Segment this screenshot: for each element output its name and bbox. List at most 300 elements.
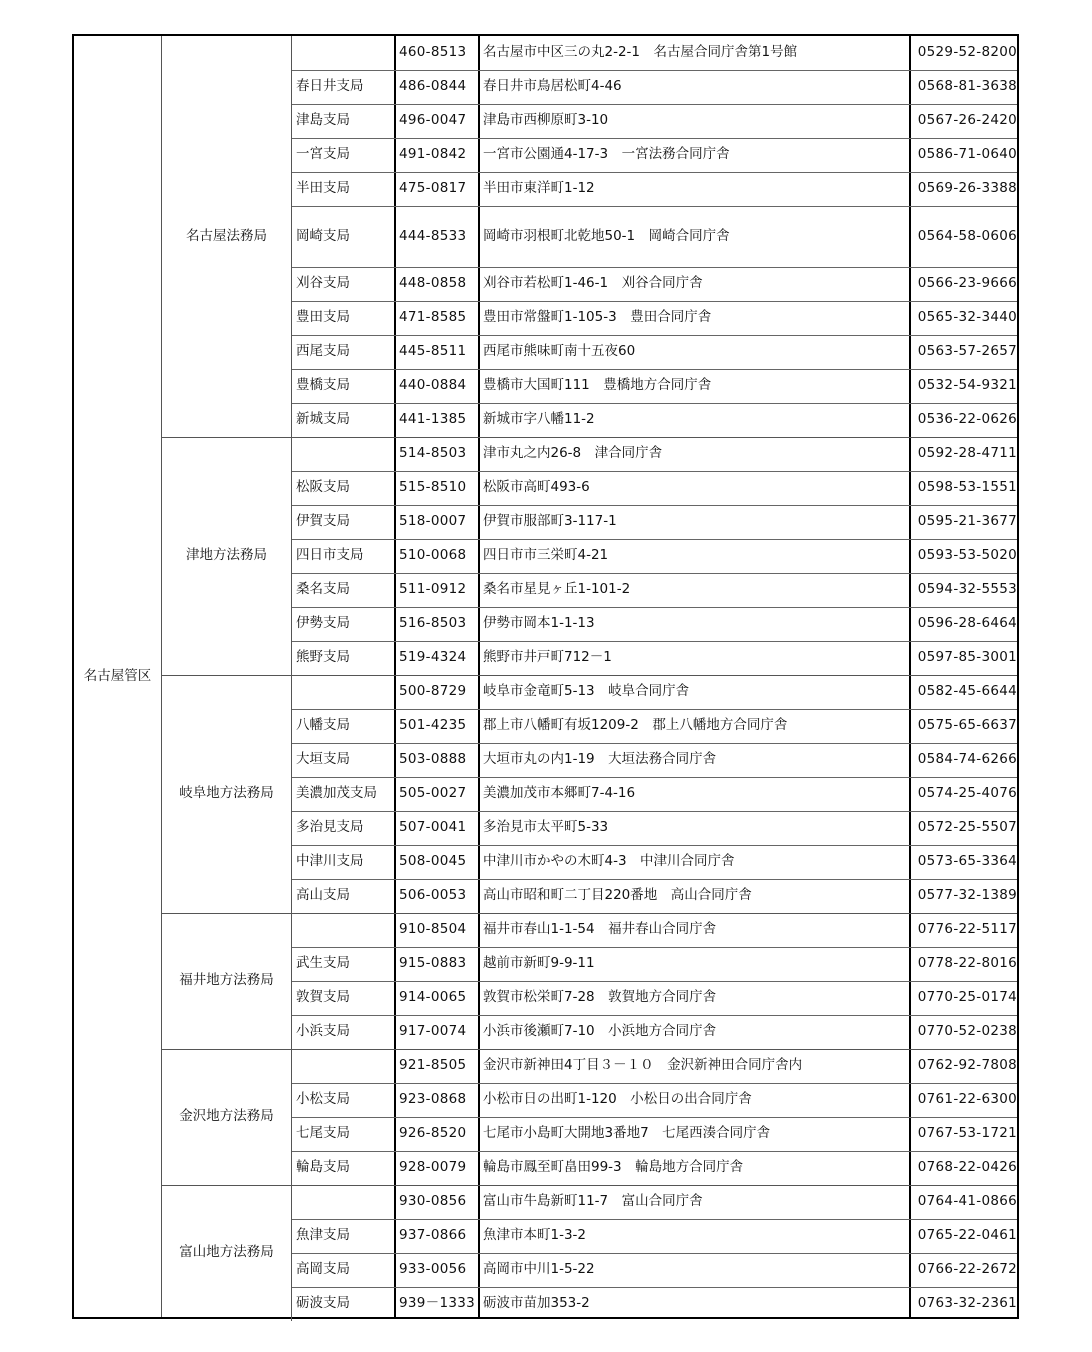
bureau-name: 津地方法務局 bbox=[186, 547, 267, 564]
postal-code-cell bbox=[396, 1117, 478, 1151]
bureau-name: 岐阜地方法務局 bbox=[179, 785, 274, 802]
address: 小松市日の出町1-120 小松日の出合同庁舎 bbox=[483, 1091, 752, 1108]
postal-code-cell bbox=[396, 36, 478, 70]
phone-number-cell bbox=[911, 1253, 1019, 1287]
address-cell bbox=[480, 879, 909, 913]
branch-name: 岡崎支局 bbox=[296, 227, 350, 244]
address: 高山市昭和町二丁目220番地 高山合同庁舎 bbox=[483, 887, 752, 904]
phone-number: 0563-57-2657 bbox=[917, 343, 1017, 360]
address-cell bbox=[480, 743, 909, 777]
phone-number: 0536-22-0626 bbox=[917, 411, 1017, 428]
branch-name-cell bbox=[292, 267, 394, 301]
postal-code: 507-0041 bbox=[399, 819, 467, 836]
branch-name-cell bbox=[292, 471, 394, 505]
branch-name-cell bbox=[292, 947, 394, 981]
phone-number: 0595-21-3677 bbox=[917, 513, 1017, 530]
branch-name: 伊賀支局 bbox=[296, 513, 350, 530]
branch-name-cell bbox=[292, 743, 394, 777]
phone-number: 0569-26-3388 bbox=[917, 180, 1017, 197]
postal-code-cell bbox=[396, 1015, 478, 1049]
bureau-name: 富山地方法務局 bbox=[179, 1244, 274, 1261]
branch-name: 中津川支局 bbox=[296, 853, 364, 870]
address-cell bbox=[480, 1117, 909, 1151]
phone-number: 0768-22-0426 bbox=[917, 1159, 1017, 1176]
address: 中津川市かやの木町4-3 中津川合同庁舎 bbox=[483, 853, 735, 870]
branch-name: 小松支局 bbox=[296, 1091, 350, 1108]
address-cell bbox=[480, 981, 909, 1015]
phone-number-cell bbox=[911, 505, 1019, 539]
branch-name-cell bbox=[292, 1049, 394, 1083]
branch-name: 魚津支局 bbox=[296, 1227, 350, 1244]
branch-name: 高山支局 bbox=[296, 887, 350, 904]
phone-number-cell bbox=[911, 172, 1019, 206]
branch-name: 砺波支局 bbox=[296, 1295, 350, 1312]
address-cell bbox=[480, 777, 909, 811]
phone-number-cell bbox=[911, 1185, 1019, 1219]
branch-name-cell bbox=[292, 36, 394, 70]
address-cell bbox=[480, 573, 909, 607]
address-cell bbox=[480, 267, 909, 301]
branch-name-cell bbox=[292, 777, 394, 811]
address: 名古屋市中区三の丸2-2-1 名古屋合同庁舎第1号館 bbox=[483, 44, 798, 61]
branch-name: 一宮支局 bbox=[296, 146, 350, 163]
branch-name-cell bbox=[292, 607, 394, 641]
phone-number: 0582-45-6644 bbox=[917, 683, 1017, 700]
address: 郡上市八幡町有坂1209-2 郡上八幡地方合同庁舎 bbox=[483, 717, 788, 734]
branch-name-cell bbox=[292, 913, 394, 947]
address-cell bbox=[480, 403, 909, 437]
branch-name-cell bbox=[292, 709, 394, 743]
postal-code: 441-1385 bbox=[399, 411, 467, 428]
address: 七尾市小島町大開地3番地7 七尾西湊合同庁舎 bbox=[483, 1125, 771, 1142]
phone-number-cell bbox=[911, 947, 1019, 981]
phone-number: 0586-71-0640 bbox=[917, 146, 1017, 163]
branch-name: 小浜支局 bbox=[296, 1023, 350, 1040]
address-cell bbox=[480, 539, 909, 573]
phone-number-cell bbox=[911, 206, 1019, 267]
postal-code: 937-0866 bbox=[399, 1227, 467, 1244]
branch-name-cell bbox=[292, 1185, 394, 1219]
postal-code: 501-4235 bbox=[399, 717, 467, 734]
branch-name-cell bbox=[292, 1151, 394, 1185]
postal-code-cell bbox=[396, 138, 478, 172]
postal-code-cell bbox=[396, 845, 478, 879]
address-cell bbox=[480, 505, 909, 539]
address-cell bbox=[480, 138, 909, 172]
branch-name: 大垣支局 bbox=[296, 751, 350, 768]
postal-code-cell bbox=[396, 1049, 478, 1083]
postal-code: 471-8585 bbox=[399, 309, 467, 326]
address: 福井市春山1-1-54 福井春山合同庁舎 bbox=[483, 921, 717, 938]
postal-code: 910-8504 bbox=[399, 921, 467, 938]
branch-name-cell bbox=[292, 641, 394, 675]
phone-number-cell bbox=[911, 403, 1019, 437]
address-cell bbox=[480, 1151, 909, 1185]
postal-code: 939－1333 bbox=[399, 1295, 476, 1312]
postal-code-cell bbox=[396, 539, 478, 573]
phone-number: 0532-54-9321 bbox=[917, 377, 1017, 394]
postal-code: 460-8513 bbox=[399, 44, 467, 61]
address: 春日井市鳥居松町4-46 bbox=[483, 78, 622, 95]
address-cell bbox=[480, 709, 909, 743]
postal-code: 486-0844 bbox=[399, 78, 467, 95]
postal-code: 519-4324 bbox=[399, 649, 467, 666]
address-cell bbox=[480, 206, 909, 267]
branch-name-cell bbox=[292, 981, 394, 1015]
address: 敦賀市松栄町7-28 敦賀地方合同庁舎 bbox=[483, 989, 717, 1006]
branch-name-cell bbox=[292, 573, 394, 607]
phone-number: 0762-92-7808 bbox=[917, 1057, 1017, 1074]
postal-code-cell bbox=[396, 811, 478, 845]
bureau-name: 金沢地方法務局 bbox=[179, 1108, 274, 1125]
phone-number: 0761-22-6300 bbox=[917, 1091, 1017, 1108]
branch-name: 津島支局 bbox=[296, 112, 350, 129]
address: 豊橋市大国町111 豊橋地方合同庁舎 bbox=[483, 377, 712, 394]
branch-name-cell bbox=[292, 301, 394, 335]
office-directory-table bbox=[72, 34, 1019, 1319]
address: 桑名市星見ヶ丘1-101-2 bbox=[483, 581, 631, 598]
phone-number: 0594-32-5553 bbox=[917, 581, 1017, 598]
address-cell bbox=[480, 70, 909, 104]
phone-number: 0584-74-6266 bbox=[917, 751, 1017, 768]
postal-code-cell bbox=[396, 172, 478, 206]
bureau-name: 名古屋法務局 bbox=[186, 227, 267, 244]
address: 金沢市新神田4丁目３－１０ 金沢新神田合同庁舎内 bbox=[483, 1057, 803, 1074]
region-cell bbox=[74, 36, 162, 1317]
branch-name-cell bbox=[292, 1117, 394, 1151]
phone-number: 0573-65-3364 bbox=[917, 853, 1017, 870]
phone-number-cell bbox=[911, 1219, 1019, 1253]
postal-code-cell bbox=[396, 1253, 478, 1287]
address-cell bbox=[480, 947, 909, 981]
region-label: 名古屋管区 bbox=[83, 667, 152, 684]
phone-number: 0598-53-1551 bbox=[917, 479, 1017, 496]
address-cell bbox=[480, 675, 909, 709]
postal-code-cell bbox=[396, 335, 478, 369]
phone-number: 0564-58-0606 bbox=[917, 227, 1017, 244]
phone-number-cell bbox=[911, 811, 1019, 845]
phone-number: 0765-22-0461 bbox=[917, 1227, 1017, 1244]
phone-number-cell bbox=[911, 267, 1019, 301]
postal-code-cell bbox=[396, 743, 478, 777]
address: 津島市西柳原町3-10 bbox=[483, 112, 609, 129]
bureau-cell bbox=[162, 913, 292, 1049]
address: 四日市市三栄町4-21 bbox=[483, 547, 609, 564]
branch-name: 多治見支局 bbox=[296, 819, 364, 836]
postal-code-cell bbox=[396, 675, 478, 709]
branch-name-cell bbox=[292, 70, 394, 104]
phone-number: 0572-25-5507 bbox=[917, 819, 1017, 836]
branch-name: 松阪支局 bbox=[296, 479, 350, 496]
branch-name: 四日市支局 bbox=[296, 547, 364, 564]
postal-code-cell bbox=[396, 1219, 478, 1253]
postal-code-cell bbox=[396, 1185, 478, 1219]
postal-code-cell bbox=[396, 369, 478, 403]
postal-code: 921-8505 bbox=[399, 1057, 467, 1074]
phone-number: 0596-28-6464 bbox=[917, 615, 1017, 632]
phone-number: 0529-52-8200 bbox=[917, 44, 1017, 61]
branch-name: 美濃加茂支局 bbox=[296, 785, 377, 802]
branch-name-cell bbox=[292, 1287, 394, 1321]
branch-name-cell bbox=[292, 403, 394, 437]
phone-number: 0577-32-1389 bbox=[917, 887, 1017, 904]
postal-code-cell bbox=[396, 1083, 478, 1117]
address-cell bbox=[480, 1049, 909, 1083]
phone-number: 0565-32-3440 bbox=[917, 309, 1017, 326]
address-cell bbox=[480, 335, 909, 369]
phone-number: 0764-41-0866 bbox=[917, 1193, 1017, 1210]
phone-number-cell bbox=[911, 845, 1019, 879]
phone-number: 0566-23-9666 bbox=[917, 275, 1017, 292]
bureau-cell bbox=[162, 1185, 292, 1321]
phone-number: 0567-26-2420 bbox=[917, 112, 1017, 129]
branch-name-cell bbox=[292, 437, 394, 471]
postal-code-cell bbox=[396, 104, 478, 138]
bureau-cell bbox=[162, 675, 292, 913]
branch-name: 敦賀支局 bbox=[296, 989, 350, 1006]
phone-number: 0770-52-0238 bbox=[917, 1023, 1017, 1040]
address: 岐阜市金竜町5-13 岐阜合同庁舎 bbox=[483, 683, 690, 700]
phone-number-cell bbox=[911, 1287, 1019, 1321]
address: 高岡市中川1-5-22 bbox=[483, 1261, 595, 1278]
postal-code-cell bbox=[396, 1287, 478, 1321]
address: 魚津市本町1-3-2 bbox=[483, 1227, 587, 1244]
postal-code-cell bbox=[396, 505, 478, 539]
branch-name: 春日井支局 bbox=[296, 78, 364, 95]
postal-code: 915-0883 bbox=[399, 955, 467, 972]
phone-number: 0763-32-2361 bbox=[917, 1295, 1017, 1312]
address: 小浜市後瀬町7-10 小浜地方合同庁舎 bbox=[483, 1023, 717, 1040]
phone-number: 0770-25-0174 bbox=[917, 989, 1017, 1006]
branch-name-cell bbox=[292, 505, 394, 539]
postal-code-cell bbox=[396, 1151, 478, 1185]
branch-name: 武生支局 bbox=[296, 955, 350, 972]
postal-code: 917-0074 bbox=[399, 1023, 467, 1040]
phone-number-cell bbox=[911, 335, 1019, 369]
postal-code: 503-0888 bbox=[399, 751, 467, 768]
branch-name: 刈谷支局 bbox=[296, 275, 350, 292]
branch-name: 熊野支局 bbox=[296, 649, 350, 666]
phone-number-cell bbox=[911, 471, 1019, 505]
address-cell bbox=[480, 1253, 909, 1287]
phone-number-cell bbox=[911, 1151, 1019, 1185]
branch-name-cell bbox=[292, 206, 394, 267]
postal-code: 500-8729 bbox=[399, 683, 467, 700]
phone-number-cell bbox=[911, 369, 1019, 403]
address-cell bbox=[480, 811, 909, 845]
address-cell bbox=[480, 471, 909, 505]
address: 熊野市井戸町712－1 bbox=[483, 649, 612, 666]
postal-code: 914-0065 bbox=[399, 989, 467, 1006]
postal-code: 933-0056 bbox=[399, 1261, 467, 1278]
postal-code-cell bbox=[396, 947, 478, 981]
phone-number: 0778-22-8016 bbox=[917, 955, 1017, 972]
branch-name-cell bbox=[292, 1219, 394, 1253]
branch-name-cell bbox=[292, 1253, 394, 1287]
address: 一宮市公園通4-17-3 一宮法務合同庁舎 bbox=[483, 146, 730, 163]
postal-code-cell bbox=[396, 709, 478, 743]
phone-number: 0592-28-4711 bbox=[917, 445, 1017, 462]
branch-name-cell bbox=[292, 1083, 394, 1117]
phone-number-cell bbox=[911, 879, 1019, 913]
phone-number-cell bbox=[911, 607, 1019, 641]
address: 伊賀市服部町3-117-1 bbox=[483, 513, 617, 530]
branch-name: 高岡支局 bbox=[296, 1261, 350, 1278]
branch-name: 新城支局 bbox=[296, 411, 350, 428]
postal-code: 440-0884 bbox=[399, 377, 467, 394]
address-cell bbox=[480, 1287, 909, 1321]
postal-code-cell bbox=[396, 607, 478, 641]
phone-number: 0776-22-5117 bbox=[917, 921, 1017, 938]
bureau-cell bbox=[162, 1049, 292, 1185]
phone-number: 0767-53-1721 bbox=[917, 1125, 1017, 1142]
branch-name: 西尾支局 bbox=[296, 343, 350, 360]
postal-code: 508-0045 bbox=[399, 853, 467, 870]
phone-number: 0597-85-3001 bbox=[917, 649, 1017, 666]
postal-code-cell bbox=[396, 913, 478, 947]
postal-code: 505-0027 bbox=[399, 785, 467, 802]
phone-number-cell bbox=[911, 1015, 1019, 1049]
branch-name-cell bbox=[292, 138, 394, 172]
address: 伊勢市岡本1-1-13 bbox=[483, 615, 595, 632]
address: 半田市東洋町1-12 bbox=[483, 180, 595, 197]
phone-number: 0574-25-4076 bbox=[917, 785, 1017, 802]
branch-name: 豊橋支局 bbox=[296, 377, 350, 394]
address-cell bbox=[480, 1185, 909, 1219]
postal-code-cell bbox=[396, 573, 478, 607]
phone-number-cell bbox=[911, 437, 1019, 471]
phone-number-cell bbox=[911, 1049, 1019, 1083]
postal-code-cell bbox=[396, 981, 478, 1015]
address-cell bbox=[480, 1219, 909, 1253]
phone-number-cell bbox=[911, 138, 1019, 172]
postal-code: 491-0842 bbox=[399, 146, 467, 163]
address: 大垣市丸の内1-19 大垣法務合同庁舎 bbox=[483, 751, 717, 768]
address: 西尾市熊味町南十五夜60 bbox=[483, 343, 636, 360]
postal-code: 923-0868 bbox=[399, 1091, 467, 1108]
address-cell bbox=[480, 1015, 909, 1049]
postal-code: 518-0007 bbox=[399, 513, 467, 530]
postal-code-cell bbox=[396, 641, 478, 675]
address: 多治見市太平町5-33 bbox=[483, 819, 609, 836]
postal-code: 444-8533 bbox=[399, 227, 467, 244]
branch-name: 輪島支局 bbox=[296, 1159, 350, 1176]
phone-number-cell bbox=[911, 777, 1019, 811]
phone-number-cell bbox=[911, 1117, 1019, 1151]
branch-name: 半田支局 bbox=[296, 180, 350, 197]
address-cell bbox=[480, 369, 909, 403]
phone-number: 0575-65-6637 bbox=[917, 717, 1017, 734]
branch-name-cell bbox=[292, 335, 394, 369]
address: 砺波市苗加353-2 bbox=[483, 1295, 590, 1312]
address-cell bbox=[480, 437, 909, 471]
bureau-cell bbox=[162, 437, 292, 675]
postal-code: 930-0856 bbox=[399, 1193, 467, 1210]
postal-code: 448-0858 bbox=[399, 275, 467, 292]
branch-name: 八幡支局 bbox=[296, 717, 350, 734]
branch-name-cell bbox=[292, 811, 394, 845]
postal-code: 510-0068 bbox=[399, 547, 467, 564]
phone-number-cell bbox=[911, 573, 1019, 607]
phone-number-cell bbox=[911, 709, 1019, 743]
branch-name: 豊田支局 bbox=[296, 309, 350, 326]
branch-name-cell bbox=[292, 1015, 394, 1049]
address-cell bbox=[480, 845, 909, 879]
phone-number: 0593-53-5020 bbox=[917, 547, 1017, 564]
address: 岡崎市羽根町北乾地50-1 岡崎合同庁舎 bbox=[483, 227, 730, 244]
phone-number: 0766-22-2672 bbox=[917, 1261, 1017, 1278]
address: 松阪市高町493-6 bbox=[483, 479, 590, 496]
branch-name-cell bbox=[292, 369, 394, 403]
postal-code: 516-8503 bbox=[399, 615, 467, 632]
address-cell bbox=[480, 301, 909, 335]
postal-code: 506-0053 bbox=[399, 887, 467, 904]
bureau-name: 福井地方法務局 bbox=[179, 972, 274, 989]
address-cell bbox=[480, 104, 909, 138]
branch-name: 伊勢支局 bbox=[296, 615, 350, 632]
address-cell bbox=[480, 641, 909, 675]
phone-number-cell bbox=[911, 301, 1019, 335]
address: 美濃加茂市本郷町7-4-16 bbox=[483, 785, 636, 802]
postal-code: 475-0817 bbox=[399, 180, 467, 197]
phone-number-cell bbox=[911, 539, 1019, 573]
phone-number-cell bbox=[911, 36, 1019, 70]
address: 富山市牛島新町11-7 富山合同庁舎 bbox=[483, 1193, 703, 1210]
branch-name-cell bbox=[292, 845, 394, 879]
postal-code: 445-8511 bbox=[399, 343, 467, 360]
postal-code: 928-0079 bbox=[399, 1159, 467, 1176]
address: 新城市字八幡11-2 bbox=[483, 411, 595, 428]
phone-number: 0568-81-3638 bbox=[917, 78, 1017, 95]
branch-name-cell bbox=[292, 172, 394, 206]
address-cell bbox=[480, 172, 909, 206]
address: 輪島市鳳至町畠田99-3 輪島地方合同庁舎 bbox=[483, 1159, 744, 1176]
postal-code-cell bbox=[396, 301, 478, 335]
branch-name-cell bbox=[292, 879, 394, 913]
phone-number-cell bbox=[911, 913, 1019, 947]
phone-number-cell bbox=[911, 641, 1019, 675]
address-cell bbox=[480, 607, 909, 641]
postal-code-cell bbox=[396, 70, 478, 104]
branch-name: 七尾支局 bbox=[296, 1125, 350, 1142]
postal-code-cell bbox=[396, 879, 478, 913]
postal-code-cell bbox=[396, 471, 478, 505]
phone-number-cell bbox=[911, 981, 1019, 1015]
phone-number-cell bbox=[911, 675, 1019, 709]
address: 越前市新町9-9-11 bbox=[483, 955, 595, 972]
postal-code: 496-0047 bbox=[399, 112, 467, 129]
postal-code-cell bbox=[396, 267, 478, 301]
address: 豊田市常盤町1-105-3 豊田合同庁舎 bbox=[483, 309, 712, 326]
bureau-cell bbox=[162, 36, 292, 437]
branch-name-cell bbox=[292, 675, 394, 709]
phone-number-cell bbox=[911, 743, 1019, 777]
phone-number-cell bbox=[911, 70, 1019, 104]
address-cell bbox=[480, 1083, 909, 1117]
postal-code-cell bbox=[396, 437, 478, 471]
address: 津市丸之内26-8 津合同庁舎 bbox=[483, 445, 663, 462]
branch-name: 桑名支局 bbox=[296, 581, 350, 598]
address-cell bbox=[480, 36, 909, 70]
postal-code-cell bbox=[396, 403, 478, 437]
postal-code: 515-8510 bbox=[399, 479, 467, 496]
branch-name-cell bbox=[292, 539, 394, 573]
postal-code: 926-8520 bbox=[399, 1125, 467, 1142]
postal-code: 511-0912 bbox=[399, 581, 467, 598]
branch-name-cell bbox=[292, 104, 394, 138]
postal-code-cell bbox=[396, 777, 478, 811]
address-cell bbox=[480, 913, 909, 947]
